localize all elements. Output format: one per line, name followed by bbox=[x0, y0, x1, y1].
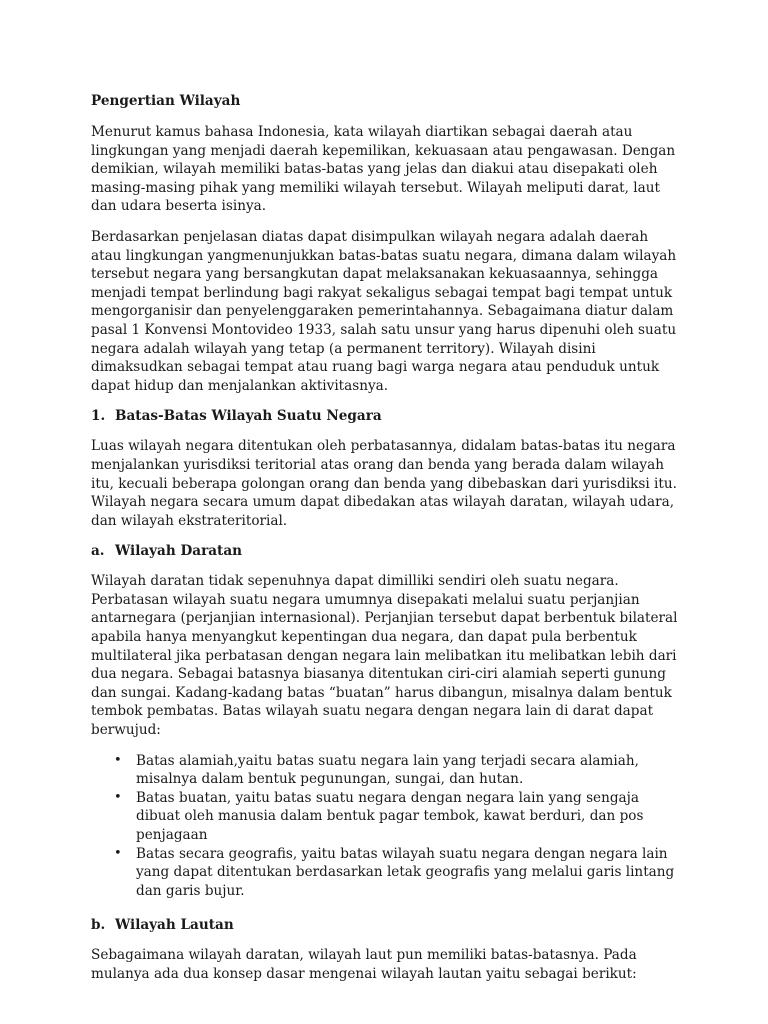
bullet-icon: • bbox=[114, 845, 122, 861]
list-item-text: Batas alamiah,yaitu batas suatu negara lain yang terjadi secara alamiah, misalnya dalam bentuk pegunungan, sungai, dan hutan. bbox=[136, 752, 639, 788]
list-item-text: Batas secara geografis, yaitu batas wilayah suatu negara dengan negara lain yang dapat ditentukan berdasarkan letak geografis yang melalui garis lintang dan garis bujur. bbox=[136, 845, 675, 899]
section-heading-batas-wilayah bbox=[91, 407, 680, 425]
subsection-heading-lautan bbox=[91, 916, 680, 934]
paragraph-conclusion: Berdasarkan penjelasan diatas dapat disimpulkan wilayah negara adalah daerah atau lingkungan yangmenunjukkan batas-batas suatu negara, dimana dalam wilayah tersebut negara yang bersangkutan dapat melaksanakan kekuasaannya, sehingga menjadi tempat berlindung bagi rakyat sekaligus sebagai tempat bagi tempat untuk mengorganisir dan penyelenggaraken pemerintahannya. Sebagaimana diatur dalam pasal 1 Konvensi Montovideo 1933, salah satu unsur yang harus dipenuhi oleh suatu negara adalah wilayah yang tetap (a permanent territory). Wilayah disini dimaksudkan sebagai tempat atau ruang bagi warga negara atau penduduk untuk dapat hidup dan menjalankan aktivitasnya. bbox=[91, 228, 677, 394]
list-item bbox=[91, 845, 680, 901]
list-item bbox=[91, 789, 680, 845]
subsection-heading-daratan bbox=[91, 542, 680, 560]
paragraph-daratan: Wilayah daratan tidak sepenuhnya dapat dimilliki sendiri oleh suatu negara. Perbatasan wilayah suatu negara umumnya disepakati melalui suatu perjanjian antarnegara (perjanjian internasional). Perjanjian tersebut dapat berbentuk bilateral apabila hanya menyangkut kepentingan dua negara, dan dapat pula berbentuk multilateral jika perbatasan dengan negara lain melibatkan itu melibatkan lebih dari dua negara. Sebagai batasnya biasanya ditentukan ciri-ciri alamiah seperti gunung dan sungai. Kadang-kadang batas “buatan” harus dibangun, misalnya dalam bentuk tembok pembatas. Batas wilayah suatu negara dengan negara lain di darat dapat berwujud: bbox=[91, 573, 678, 739]
document-title: Pengertian Wilayah bbox=[91, 93, 241, 109]
subsection-letter: a. bbox=[91, 543, 105, 560]
bullet-list-batas bbox=[91, 752, 680, 901]
bullet-icon: • bbox=[114, 752, 122, 768]
paragraph-luas-wilayah: Luas wilayah negara ditentukan oleh perbatasannya, didalam batas-batas itu negara menjalankan yurisdiksi teritorial atas orang dan benda yang berada dalam wilayah itu, kecuali beberapa golongan orang dan benda yang dibebaskan dari yurisdiksi itu. Wilayah negara secara umum dapat dibedakan atas wilayah daratan, wilayah udara, dan wilayah ekstrateritorial. bbox=[91, 438, 677, 529]
paragraph-definition: Menurut kamus bahasa Indonesia, kata wilayah diartikan sebagai daerah atau lingkungan yang menjadi daerah kepemilikan, kekuasaan atau pengawasan. Dengan demikian, wilayah memiliki batas-batas yang jelas dan diakui atau disepakati oleh masing-masing pihak yang memiliki wilayah tersebut. Wilayah meliputi darat, laut dan udara beserta isinya. bbox=[91, 124, 676, 215]
bullet-icon: • bbox=[114, 789, 122, 805]
paragraph-lautan: Sebagaimana wilayah daratan, wilayah laut pun memiliki batas-batasnya. Pada mulanya ada dua konsep dasar mengenai wilayah lautan yaitu sebagai berikut: bbox=[91, 947, 637, 982]
section-heading-text: Batas-Batas Wilayah Suatu Negara bbox=[115, 408, 382, 425]
subsection-heading-text: Wilayah Lautan bbox=[115, 917, 234, 934]
subsection-heading-text: Wilayah Daratan bbox=[115, 543, 243, 560]
section-number: 1. bbox=[91, 408, 106, 425]
list-item bbox=[91, 752, 680, 789]
list-item-text: Batas buatan, yaitu batas suatu negara dengan negara lain yang sengaja dibuat oleh manusia dalam bentuk pagar tembok, kawat berduri, dan pos penjagaan bbox=[136, 789, 644, 843]
subsection-letter: b. bbox=[91, 917, 106, 934]
